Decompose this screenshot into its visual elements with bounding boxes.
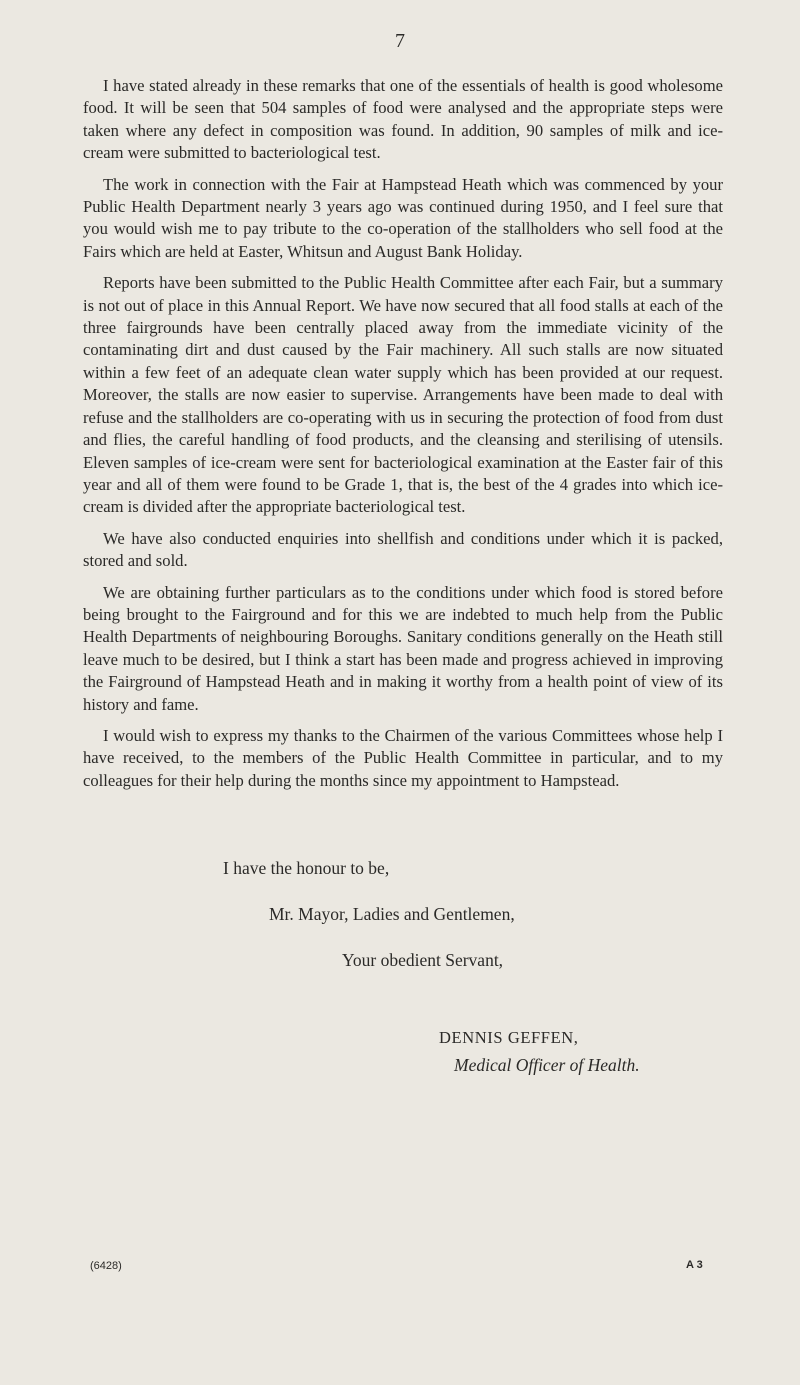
closing-line: Your obedient Servant, bbox=[342, 950, 504, 970]
closing-line: I have the honour to be, bbox=[223, 858, 390, 878]
paragraph: Reports have been submitted to the Public Health Committee after each Fair, but a summary is not out of place in this Annual Report. We have now secured that all food stalls at each of the three fairgrounds have been centrally placed away from the immediate vicinity of the contaminating dirt and dust caused by the Fair machinery. All such stalls are now situated within a few feet of an adequate clean water supply which has been provided at our request. Moreover, the stalls are now easier to supervise. Arrangements have been made to deal with refuse and the stallholders are co-operating with us in securing the protection of food from dust and flies, the careful handling of food products, and the cleansing and sterilising of utensils. Eleven samples of ice-cream were sent for bacteriological examination at the Easter fair of this year and all of them were found to be Grade 1, that is, the best of the 4 grades into which ice-cream is divided after the appropriate bacteriological test. bbox=[83, 273, 723, 517]
paragraph: The work in connection with the Fair at Hampstead Heath which was commenced by your Public Health Department nearly 3 years ago was continued during 1950, and I feel sure that you would wish me to pay tribute to the co-operation of the stallholders who sell food at the Fairs which are held at Easter, Whitsun and August Bank Holiday. bbox=[83, 174, 723, 261]
paragraph: I have stated already in these remarks that one of the essentials of health is good wholesome food. It will be seen that 504 samples of food were analysed and the appropriate steps were taken where any defect in composition was found. In addition, 90 samples of milk and ice-cream were submitted to bacteriological test. bbox=[83, 76, 723, 163]
paragraph: I would wish to express my thanks to the Chairmen of the various Committees whose help I have received, to the members of the Public Health Committee in particular, and to my colleagues for their help during the months since my appointment to Hampstead. bbox=[83, 725, 723, 790]
page-number: 7 bbox=[395, 30, 405, 52]
signatory-title: Medical Officer of Health. bbox=[454, 1055, 640, 1075]
report-body bbox=[83, 75, 723, 801]
signature-mark: A 3 bbox=[686, 1259, 703, 1271]
paragraph: We are obtaining further particulars as to the conditions under which food is stored before being brought to the Fairground and for this we are indebted to much help from the Public Health Departments of neighbouring Boroughs. Sanitary conditions generally on the Heath still leave much to be desired, but I think a start has been made and progress achieved in improving the Fairground of Hampstead Heath and in making it worthy from a health point of view of its history and fame. bbox=[83, 582, 723, 714]
print-code: (6428) bbox=[90, 1260, 122, 1272]
signatory-name: DENNIS GEFFEN, bbox=[439, 1028, 579, 1047]
closing-salutation: Mr. Mayor, Ladies and Gentlemen, bbox=[269, 904, 515, 924]
paragraph: We have also conducted enquiries into shellfish and conditions under which it is packed, stored and sold. bbox=[83, 528, 723, 571]
